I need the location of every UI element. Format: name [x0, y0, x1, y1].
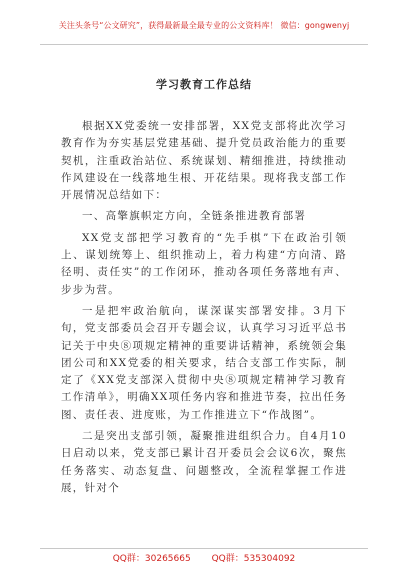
paragraph: 一是把牢政治航向，谋深谋实部署安排。3月下旬，党支部委员会召开专题会议，认真学习习近平总书记关于中央⑧项规定精神的重要讲话精神，系统领会集团公司和XX党委的相关要求，结合支部工作实际，制定了《XX党支部深入贯彻中央⑧项规定精神学习教育工作清单》，明确XX项任务内容和推进节奏，拉出任务图、责任表、进度账，为工作推进立下“作战图”。	[61, 304, 347, 421]
footer	[0, 551, 408, 564]
paragraph: XX党支部把学习教育的“先手棋”下在政治引领上、谋划统筹上、组织推动上，着力构建“方向清、路径明、责任实”的工作闭环，推动各项任务落地有声、步步为营。	[61, 231, 347, 296]
header-promo-text: 关注头条号“公文研究”，获得最新最全最专业的公文资料库！ 微信：gongwenyj	[58, 21, 350, 30]
document-title: 学习教育工作总结	[156, 78, 252, 91]
footer-divider	[40, 548, 368, 549]
footer-qq-group-2: QQ群：535304092	[211, 554, 296, 564]
paragraph: 二是突出支部引领，凝聚推进组织合力。自4月10日启动以来，党支部已累计召开委员会会议6次，聚焦任务落实、动态复盘、问题整改，全流程掌握工作进展，针对个	[61, 430, 347, 494]
paragraph-intro: 根据XX党委统一安排部署，XX党支部将此次学习教育作为夯实基层党建基础、提升党员政治能力的重要契机，注重政治站位、系统谋划、精细推进，持续推动作风建设在一线落地生根、开花结果。现将我支部工作开展情况总结如下：	[61, 120, 347, 202]
document-body	[61, 118, 347, 501]
section-heading: 一、高擎旗帜定方向，全链条推进教育部署	[82, 210, 307, 223]
header-divider	[40, 44, 368, 45]
footer-qq-group-1: QQ群：30265665	[112, 554, 191, 564]
